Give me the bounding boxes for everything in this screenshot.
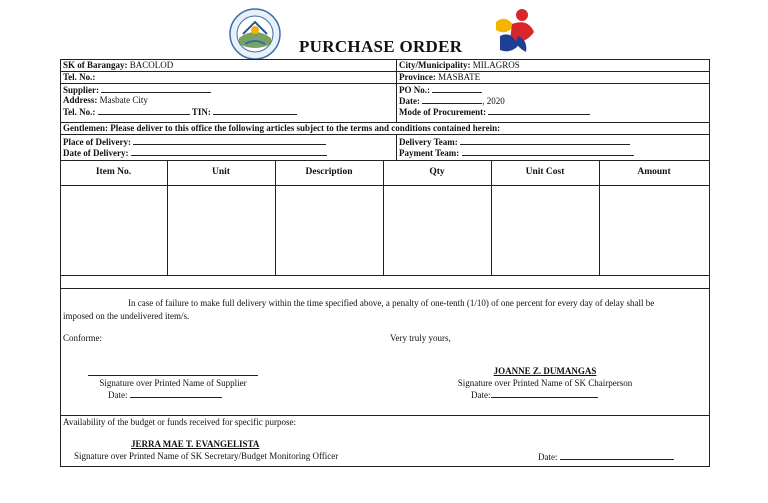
secretary-name: JERRA MAE T. EVANGELISTA	[131, 439, 260, 449]
penalty-clause-line-2: imposed on the undelivered item/s.	[63, 311, 190, 321]
date-of-delivery-field	[63, 147, 327, 159]
secretary-date-label: Date:	[538, 452, 558, 462]
col-header-unit-cost: Unit Cost	[525, 167, 565, 177]
city-value: MILAGROS	[472, 60, 520, 70]
form-right-border	[709, 59, 710, 467]
po-input-line[interactable]	[432, 84, 482, 93]
date-of-delivery-input-line[interactable]	[131, 147, 327, 156]
chairperson-name: JOANNE Z. DUMANGAS	[493, 366, 597, 376]
supplier-signature-caption: Signature over Printed Name of Supplier	[99, 378, 247, 388]
row-divider	[60, 71, 710, 72]
row-divider	[60, 160, 710, 161]
sk-logo	[492, 6, 538, 56]
payment-team-field	[399, 147, 634, 159]
supplier-label: Supplier:	[63, 85, 100, 95]
supplier-signature-line[interactable]	[88, 375, 258, 376]
sk-barangay-label: SK of Barangay:	[63, 60, 128, 70]
info-middle-divider	[396, 59, 397, 122]
conforme-label: Conforme:	[63, 333, 102, 343]
chairperson-date-label: Date:	[471, 390, 491, 400]
very-truly-yours: Very truly yours,	[390, 333, 451, 343]
chairperson-date-field	[471, 389, 598, 401]
col-header-amount: Amount	[637, 167, 671, 177]
tin-input-line[interactable]	[213, 106, 297, 115]
table-bottom-divider	[60, 288, 710, 289]
supplier-date-input-line[interactable]	[130, 389, 222, 398]
supplier-tel-field	[63, 106, 297, 118]
tel-field	[63, 72, 95, 83]
mode-label: Mode of Procurement:	[399, 107, 487, 117]
col-header-description: Description	[305, 167, 353, 177]
col-header-qty: Qty	[429, 167, 445, 177]
address-value: Masbate City	[99, 95, 148, 105]
page-title: PURCHASE ORDER	[299, 37, 463, 56]
tel-label: Tel. No.:	[63, 72, 96, 82]
chairperson-date-input-line[interactable]	[491, 389, 598, 398]
payment-team-label: Payment Team:	[399, 148, 460, 158]
table-body-divider	[60, 275, 710, 276]
form-left-border	[60, 59, 61, 467]
col-divider	[491, 160, 492, 275]
col-divider	[599, 160, 600, 275]
supplier-input-line[interactable]	[101, 84, 211, 93]
col-header-unit: Unit	[212, 167, 230, 177]
city-label: City/Municipality:	[399, 60, 471, 70]
mode-input-line[interactable]	[488, 106, 590, 115]
secretary-date-input-line[interactable]	[560, 451, 674, 460]
address-field	[63, 95, 148, 106]
budget-section-divider	[60, 415, 710, 416]
table-header-divider	[60, 185, 710, 186]
province-value: MASBATE	[438, 72, 481, 82]
supplier-tel-label: Tel. No.:	[63, 107, 96, 117]
date-label: Date:	[399, 96, 420, 106]
date-of-delivery-label: Date of Delivery:	[63, 148, 129, 158]
sk-barangay-field	[63, 60, 173, 71]
secretary-caption: Signature over Printed Name of SK Secretary/Budget Monitoring Officer	[74, 451, 339, 461]
chairperson-caption: Signature over Printed Name of SK Chairperson	[457, 378, 633, 388]
col-divider	[383, 160, 384, 275]
budget-availability-text: Availability of the budget or funds received for specific purpose:	[63, 417, 297, 427]
province-label: Province:	[399, 72, 436, 82]
col-header-item-no: Item No.	[95, 167, 132, 177]
secretary-date-field	[538, 451, 674, 463]
date-input-line[interactable]	[422, 95, 482, 104]
gentlemen-instruction: Gentlemen: Please deliver to this office the following articles subject to the terms and conditions contained herein:	[63, 123, 501, 133]
date-year: , 2020	[482, 96, 505, 106]
payment-team-input-line[interactable]	[462, 147, 634, 156]
place-of-delivery-input-line[interactable]	[133, 136, 326, 145]
form-bottom-border	[60, 466, 710, 467]
supplier-date-label: Date:	[108, 390, 128, 400]
po-label: PO No.:	[399, 85, 430, 95]
col-divider	[275, 160, 276, 275]
sk-barangay-value: BACOLOD	[129, 60, 174, 70]
sk-logo-graphic	[492, 6, 538, 56]
delivery-middle-divider	[396, 134, 397, 160]
barangay-seal-graphic	[229, 8, 281, 60]
row-divider	[60, 134, 710, 135]
city-field	[399, 60, 520, 71]
penalty-clause-line-1: In case of failure to make full delivery within the time specified above, a penalty of one-tenth (1/10) of one percent for every day of delay shall be	[128, 298, 655, 308]
province-field	[399, 72, 480, 83]
address-label: Address:	[63, 95, 98, 105]
supplier-tel-input-line[interactable]	[98, 106, 190, 115]
mode-field	[399, 106, 590, 118]
barangay-seal	[229, 8, 281, 60]
place-of-delivery-label: Place of Delivery:	[63, 137, 131, 147]
delivery-team-input-line[interactable]	[460, 136, 630, 145]
supplier-date-field	[108, 389, 222, 401]
tin-label: TIN:	[191, 107, 211, 117]
delivery-team-label: Delivery Team:	[399, 137, 458, 147]
col-divider	[167, 160, 168, 275]
